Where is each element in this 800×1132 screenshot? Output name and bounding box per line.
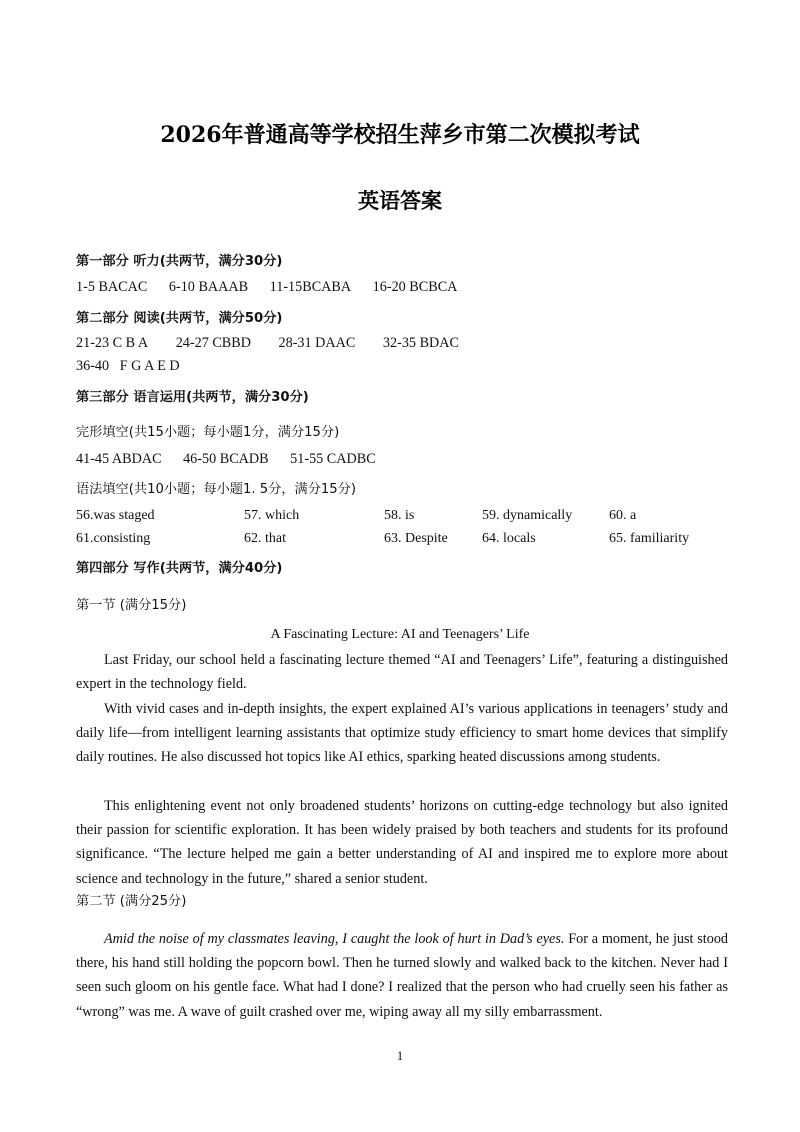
answer-group: 1-5 BACAC	[76, 279, 148, 295]
part1-answers	[76, 279, 457, 296]
grammar-answer: 64. locals	[482, 531, 536, 546]
grammar-answer: 59. dynamically	[482, 508, 573, 523]
answer-group: 21-23 C B A	[76, 335, 149, 351]
part2-answers-row1	[76, 335, 459, 352]
essay-paragraph-3: This enlightening event not only broadened students’ horizons on cutting-edge technology but also ignited their passion for scientific exploration. It has been widely praised by both teachers and students for its profound significance. “The lecture helped me gain a better understanding of AI and inspired me to explore more about science and technology in the future,” shared a senior student.	[76, 798, 728, 887]
essay-paragraph-2: With vivid cases and in-depth insights, the expert explained AI’s various applications in teenagers’ study and daily life—from intelligent learning assistants that optimize study efficiency to smart home devices that simplify daily routines. He also discussed hot topics like AI ethics, sparking heated discussions among students.	[76, 701, 728, 766]
writing-section1-heading: 第一节 (满分15分)	[76, 598, 187, 613]
story-opening-sentence: Amid the noise of my classmates leaving, I caught the look of hurt in Dad’s eyes.	[104, 931, 565, 947]
answer-group: 28-31 DAAC	[278, 335, 356, 351]
grammar-answer: 56.was staged	[76, 508, 155, 523]
answer-group: 24-27 CBBD	[175, 335, 251, 351]
part2-answers-row2: 36-40 F G A E D	[76, 358, 180, 374]
part2-heading: 第二部分 阅读(共两节，满分50分)	[76, 311, 283, 326]
grammar-answer: 58. is	[384, 508, 415, 523]
answer-group: 16-20 BCBCA	[372, 279, 458, 295]
cloze-heading: 完形填空(共15小题；每小题1分，满分15分)	[76, 425, 340, 440]
answer-group: 46-50 BCADB	[183, 451, 269, 467]
grammar-answer: 65. familiarity	[609, 531, 690, 546]
grammar-heading: 语法填空(共10小题；每小题1. 5分，满分15分)	[76, 482, 357, 497]
grammar-answer: 62. that	[244, 531, 286, 546]
part3-heading: 第三部分 语言运用(共两节，满分30分)	[76, 390, 309, 405]
answer-group: 41-45 ABDAC	[76, 451, 162, 467]
part1-heading: 第一部分 听力(共两节，满分30分)	[76, 254, 283, 269]
essay-title: A Fascinating Lecture: AI and Teenagers’ Life	[270, 627, 530, 642]
answer-group: 6-10 BAAAB	[168, 279, 249, 295]
page-number: 1	[396, 1048, 404, 1063]
part4-heading: 第四部分 写作(共两节，满分40分)	[76, 561, 283, 576]
answer-group: 11-15BCABA	[269, 279, 352, 295]
story-continuation	[76, 927, 728, 1024]
cloze-answers	[76, 451, 376, 468]
grammar-answer: 60. a	[609, 508, 637, 523]
story-body: For a moment, he just stood there, his hand still holding the popcorn bowl. Then he turned slowly and walked back to the kitchen. Never had I seen such gloom on his gentle face. What had I done? I realized that the person who had cruelly seen his father as “wrong” was me. A wave of guilt crashed over me, wiping away all my silly embarrassment.	[76, 931, 729, 1020]
essay-paragraph-1: Last Friday, our school held a fascinating lecture themed “AI and Teenagers’ Life”, featuring a distinguished expert in the technology field.	[76, 652, 728, 693]
answer-group: 32-35 BDAC	[382, 335, 459, 351]
grammar-answer: 63. Despite	[384, 531, 448, 546]
writing-section2-heading: 第二节 (满分25分)	[76, 894, 187, 909]
exam-subtitle: 英语答案	[358, 188, 442, 213]
grammar-answer: 57. which	[244, 508, 300, 523]
exam-title: 2026年普通高等学校招生萍乡市第二次模拟考试	[160, 122, 640, 148]
grammar-answer: 61.consisting	[76, 531, 151, 546]
answer-group: 51-55 CADBC	[290, 451, 376, 467]
